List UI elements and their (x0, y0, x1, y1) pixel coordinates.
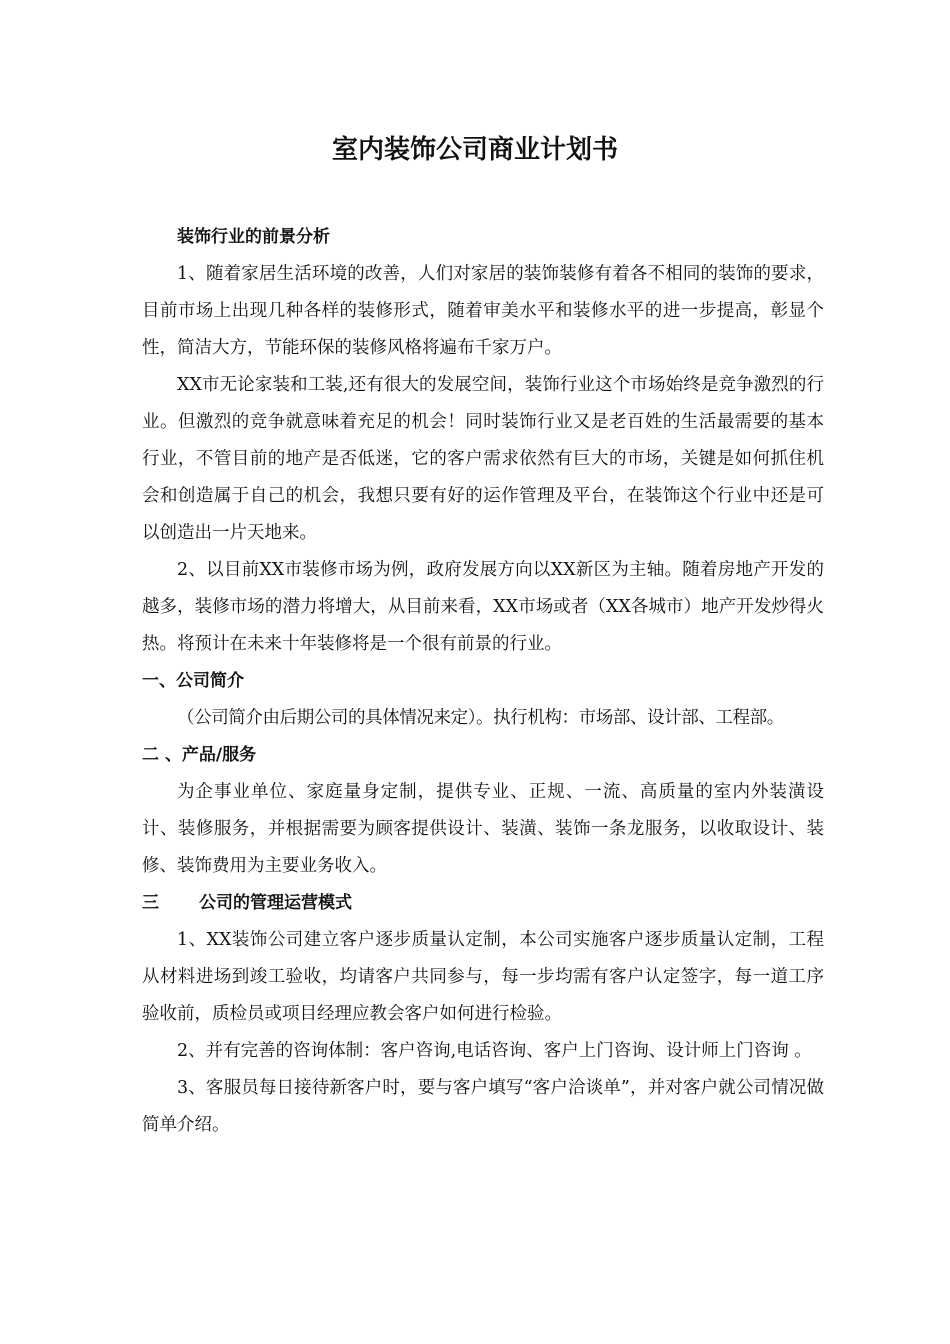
section-heading-products-services: 二 、产品/服务 (142, 745, 257, 765)
intro-paragraph-2: XX市无论家装和工装,还有很大的发展空间，装饰行业这个市场始终是竞争激烈的行业。但激烈的竞争就意味着充足的机会！同时装饰行业又是老百姓的生活最需要的基本行业，不管目前的地产是否低迷，它的客户需求依然有巨大的市场，关键是如何抓住机会和创造属于自己的机会，我想只要有好的运作管理及平台，在装饰这个行业中还是可以创造出一片天地来。 (142, 375, 824, 543)
intro-heading: 装饰行业的前景分析 (177, 227, 330, 247)
intro-paragraph-1: 1、随着家居生活环境的改善，人们对家居的装饰装修有着各不相同的装饰的要求，目前市场上出现几种各样的装修形式，随着审美水平和装修水平的进一步提高，彰显个性，简洁大方，节能环保的装修风格将遍布千家万户。 (142, 264, 824, 358)
management-paragraph-1: 1、XX装饰公司建立客户逐步质量认定制，本公司实施客户逐步质量认定制，工程从材料进场到竣工验收，均请客户共同参与，每一步均需有客户认定签字，每一道工序验收前，质检员或项目经理应教会客户如何进行检验。 (142, 930, 824, 1024)
intro-paragraph-3: 2、以目前XX市装修市场为例，政府发展方向以XX新区为主轴。随着房地产开发的越多，装修市场的潜力将增大，从目前来看，XX市场或者（XX各城市）地产开发炒得火热。将预计在未来十年装修将是一个很有前景的行业。 (142, 560, 824, 654)
section-number: 三 (142, 893, 159, 913)
section-heading-text: 公司的管理运营模式 (199, 893, 352, 913)
document-body (142, 219, 824, 1144)
products-services-paragraph: 为企事业单位、家庭量身定制，提供专业、正规、一流、高质量的室内外装潢设计、装修服务，并根据需要为顾客提供设计、装潢、装饰一条龙服务，以收取设计、装修、装饰费用为主要业务收入。 (142, 782, 824, 876)
company-profile-paragraph: （公司简介由后期公司的具体情况来定）。执行机构：市场部、设计部、工程部。 (177, 708, 784, 728)
management-paragraph-2: 2、并有完善的咨询体制：客户咨询,电话咨询、客户上门咨询、设计师上门咨询 。 (177, 1041, 812, 1061)
section-heading-management-model (142, 885, 824, 922)
section-heading-company-profile: 一、公司简介 (142, 671, 244, 691)
document-title: 室内装饰公司商业计划书 (331, 135, 618, 165)
management-paragraph-3: 3、客服员每日接待新客户时，要与客户填写“客户洽谈单”，并对客户就公司情况做简单介绍。 (142, 1078, 824, 1135)
